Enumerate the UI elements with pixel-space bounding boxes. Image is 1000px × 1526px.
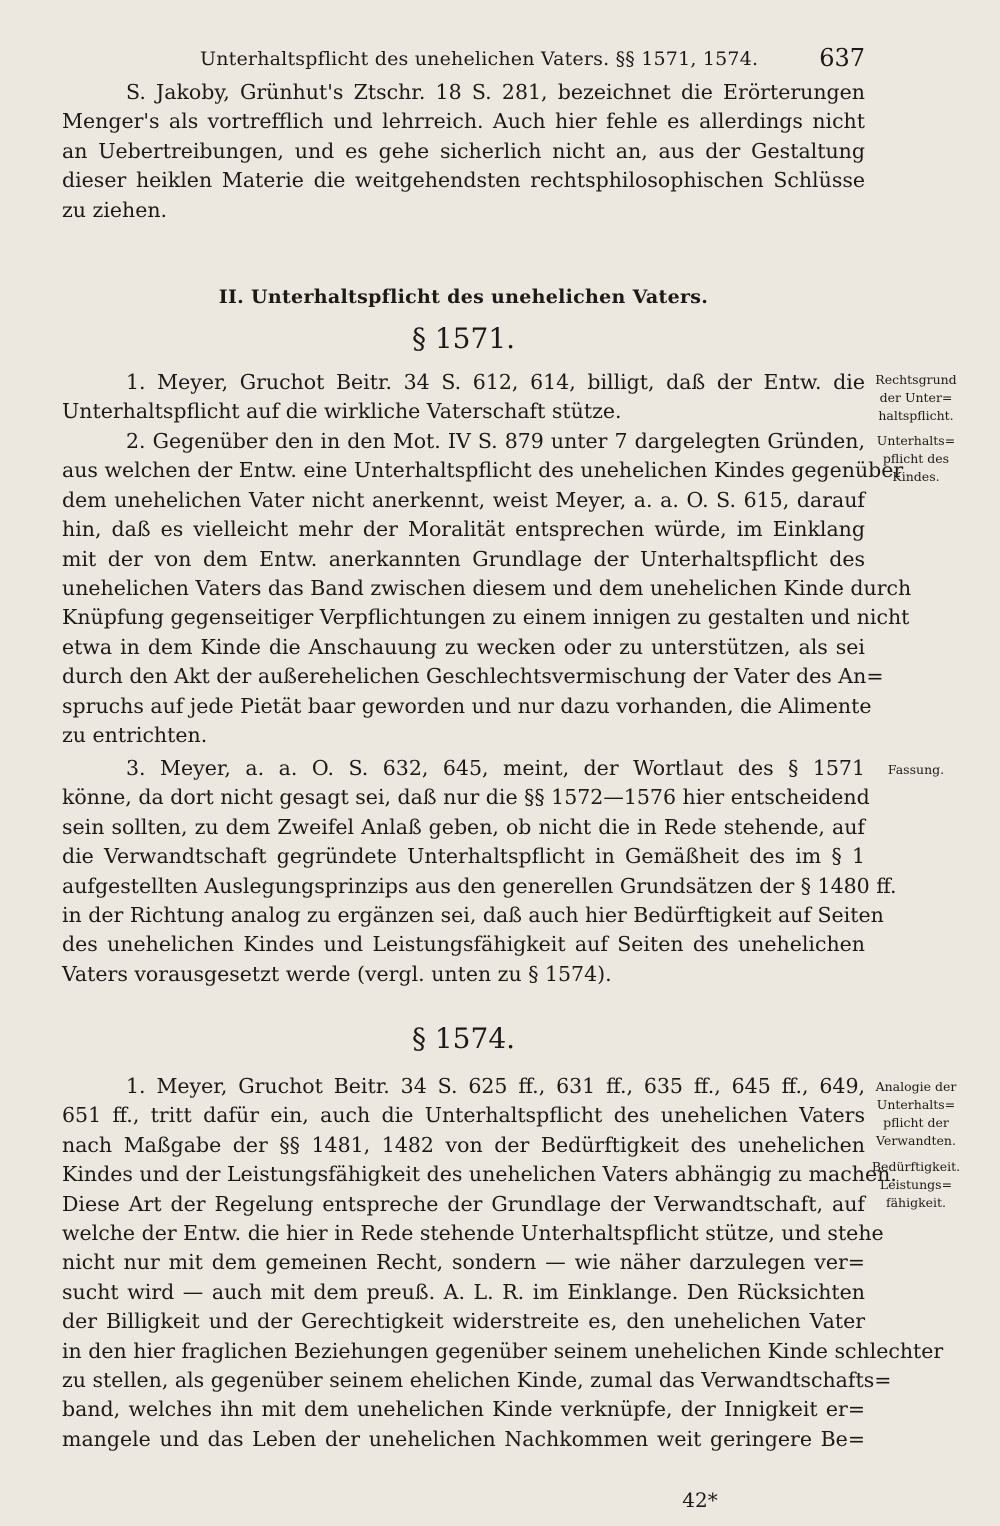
text-line: zu entrichten. [62,723,208,748]
text-line: S. Jakoby, Grünhut's Ztschr. 18 S. 281, bezeichnet die Erörterungen [126,80,865,104]
section-number-1574: § 1574. [411,1022,516,1055]
section-number-1571: § 1571. [411,322,516,355]
text-line: dieser heiklen Materie die weitgehendsten rechtsphilosophischen Schlüsse [62,168,865,193]
text-line: 651 ff., tritt dafür ein, auch die Unterhaltspflicht des unehelichen Vaters [62,1103,865,1128]
page-number: 637 [819,44,865,72]
text-line: welche der Entw. die hier in Rede stehende Unterhaltspflicht stütze, und stehe [62,1221,884,1246]
text-line: Diese Art der Regelung entspreche der Grundlage der Verwandtschaft, auf [62,1191,865,1216]
margin-note-line: Bedürftigkeit. [871,1159,961,1174]
margin-note-line: pflicht des [882,451,950,466]
text-line: sein sollten, zu dem Zweifel Anlaß geben, ob nicht die in Rede stehende, auf [62,814,865,839]
margin-note-line: haltspflicht. [878,408,954,423]
margin-note-line: der Unter= [879,390,953,405]
margin-note-line: fähigkeit. [885,1195,947,1210]
section-heading: II. Unterhaltspflicht des unehelichen Vaters. [218,286,709,308]
text-line: spruchs auf jede Pietät baar geworden und nur dazu vorhanden, die Alimente [62,693,872,718]
margin-note-analogie [870,1078,962,1150]
margin-note-unterhaltspflicht-kindes [870,432,962,486]
paragraph-1571-1 [62,368,865,427]
running-head [200,44,865,80]
text-line: könne, da dort nicht gesagt sei, daß nur die §§ 1572—1576 hier entscheidend [62,785,870,810]
margin-note-line: Fassung. [887,762,945,777]
text-line: aus welchen der Entw. eine Unterhaltspflicht des unehelichen Kindes gegenüber [62,458,904,483]
margin-note-line: Unterhalts= [876,433,956,448]
paragraph-1571-2 [62,427,912,750]
text-line: hin, daß es vielleicht mehr der Moralität entsprechen würde, im Einklang [62,517,865,542]
text-line: 1. Meyer, Gruchot Beitr. 34 S. 625 ff., 631 ff., 635 ff., 645 ff., 649, [126,1074,865,1098]
text-line: zu ziehen. [62,197,168,222]
text-line: etwa in dem Kinde die Anschauung zu wecken oder zu unterstützen, als sei [62,634,865,659]
text-line: nicht nur mit dem gemeinen Recht, sondern — wie näher darzulegen ver= [62,1250,865,1275]
margin-note-line: Analogie der [875,1079,957,1094]
text-line: der Billigkeit und der Gerechtigkeit widerstreite es, den unehelichen Vater [62,1309,865,1334]
text-line: 2. Gegenüber den in den Mot. IV S. 879 unter 7 dargelegten Gründen, [126,429,865,453]
intro-paragraph [62,78,865,225]
text-line: aufgestellten Auslegungsprinzips aus den generellen Grundsätzen der § 1480 ff. [62,873,897,898]
paragraph-1571-3 [62,754,897,989]
text-line: nach Maßgabe der §§ 1481, 1482 von der Bedürftigkeit des unehelichen [62,1132,865,1157]
text-line: durch den Akt der außerehelichen Geschlechtsvermischung der Vater des An= [62,664,884,689]
text-line: dem unehelichen Vater nicht anerkennt, weist Meyer, a. a. O. S. 615, darauf [62,487,865,512]
text-line: in der Richtung analog zu ergänzen sei, daß auch hier Bedürftigkeit auf Seiten [62,903,884,928]
margin-note-line: Kindes. [892,469,940,484]
text-line: Menger's als vortrefflich und lehrreich. Auch hier fehle es allerdings nicht [62,109,865,134]
margin-note-fassung [870,761,962,779]
text-line: Unterhaltspflicht auf die wirkliche Vaterschaft stütze. [62,399,622,424]
text-line: band, welches ihn mit dem unehelichen Kinde verknüpfe, der Innigkeit er= [62,1397,865,1422]
running-head-title: Unterhaltspflicht des unehelichen Vaters. §§ 1571, 1574. [200,48,759,70]
text-line: zu stellen, als gegenüber seinem ehelichen Kinde, zumal das Verwandtschafts= [62,1368,892,1393]
text-line: 1. Meyer, Gruchot Beitr. 34 S. 612, 614, billigt, daß der Entw. die [126,370,865,394]
text-line: in den hier fraglichen Beziehungen gegenüber seinem unehelichen Kinde schlechter [62,1338,944,1363]
margin-note-rechtsgrund [870,371,962,425]
margin-note-line: Rechtsgrund [875,372,957,387]
text-line: die Verwandtschaft gegründete Unterhaltspflicht in Gemäßheit des im § 1 [62,844,865,869]
text-line: Kindes und der Leistungsfähigkeit des unehelichen Vaters abhängig zu machen. [62,1162,897,1187]
text-line: des unehelichen Kindes und Leistungsfähigkeit auf Seiten des unehelichen [62,932,865,957]
margin-note-line: Unterhalts= [876,1097,956,1112]
margin-note-line: pflicht der [883,1115,949,1130]
text-line: 3. Meyer, a. a. O. S. 632, 645, meint, der Wortlaut des § 1571 [126,756,865,780]
signature-mark: 42* [682,1488,718,1512]
text-line: Vaters vorausgesetzt werde (vergl. unten zu § 1574). [62,961,612,986]
text-line: an Uebertreibungen, und es gehe sicherlich nicht an, aus der Gestaltung [62,138,865,163]
margin-note-line: Leistungs= [879,1177,953,1192]
text-line: unehelichen Vaters das Band zwischen diesem und dem unehelichen Kinde durch [62,576,912,601]
text-line: mit der von dem Entw. anerkannten Grundlage der Unterhaltspflicht des [62,546,865,571]
text-line: sucht wird — auch mit dem preuß. A. L. R. im Einklange. Den Rücksichten [62,1279,865,1304]
text-line: mangele und das Leben der unehelichen Nachkommen weit geringere Be= [62,1426,865,1451]
margin-note-line: Verwandten. [876,1133,956,1148]
text-line: Knüpfung gegenseitiger Verpflichtungen zu einem innigen zu gestalten und nicht [62,605,910,630]
margin-note-beduerftigkeit [870,1158,962,1212]
